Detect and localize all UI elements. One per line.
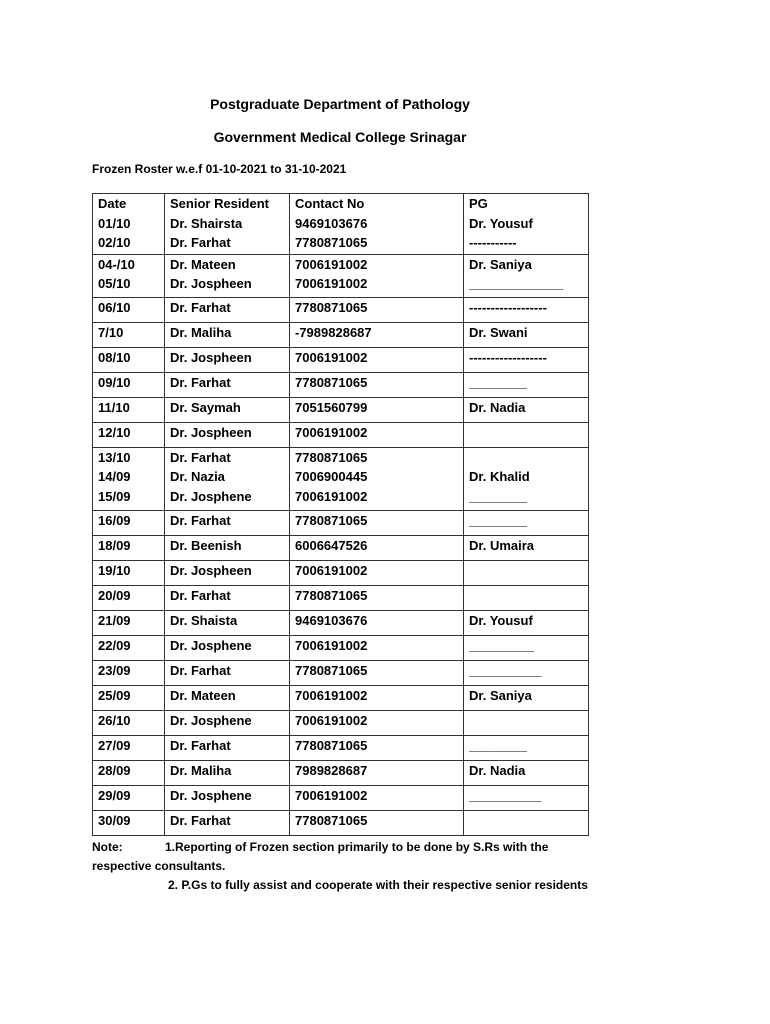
- senior-resident-text: Dr. Farhat: [170, 587, 231, 603]
- date-text: 30/09: [98, 812, 131, 828]
- table-row: [93, 610, 589, 635]
- date-cell: [93, 447, 165, 510]
- date-cell: [93, 372, 165, 397]
- pg-cell: [464, 535, 589, 560]
- contact-text: 7780871065: [295, 662, 368, 678]
- pg-cell: [464, 785, 589, 810]
- date-text: 26/10: [98, 712, 131, 728]
- contact-cell: [290, 297, 464, 322]
- pg-text: Dr. Saniya: [469, 256, 532, 272]
- senior-resident-cell: [165, 560, 290, 585]
- pg-cell: [464, 710, 589, 735]
- pg-text: __________: [469, 787, 542, 803]
- contact-text: 9469103676: [295, 612, 368, 628]
- contact-cell: [290, 810, 464, 835]
- pg-text: ________: [469, 737, 527, 753]
- contact-text: 7006191002: [295, 787, 368, 803]
- pg-cell: [464, 660, 589, 685]
- date-cell: [93, 194, 165, 255]
- date-text: 16/09: [98, 512, 131, 528]
- date-text: 29/09: [98, 787, 131, 803]
- date-cell: [93, 560, 165, 585]
- table-row: [93, 560, 589, 585]
- senior-resident-cell: [165, 810, 290, 835]
- date-cell: [93, 685, 165, 710]
- pg-cell: [464, 760, 589, 785]
- contact-text: 7780871065: [295, 737, 368, 753]
- date-cell: [93, 810, 165, 835]
- pg-cell: [464, 397, 589, 422]
- date-cell: [93, 760, 165, 785]
- senior-resident-cell: [165, 510, 290, 535]
- date-text: 02/10: [98, 235, 131, 250]
- pg-text: __________: [469, 662, 542, 678]
- contact-cell: [290, 510, 464, 535]
- contact-cell: [290, 535, 464, 560]
- pg-text: ________: [469, 374, 527, 390]
- date-text: 12/10: [98, 424, 131, 440]
- senior-resident-text: Dr. Saymah: [170, 399, 241, 415]
- senior-resident-text: Dr. Farhat: [170, 662, 231, 678]
- pg-text: _________: [469, 637, 535, 653]
- pg-text: Dr. Nadia: [469, 762, 526, 778]
- date-cell: [93, 422, 165, 447]
- pg-text: Dr. Yousuf: [469, 612, 533, 628]
- contact-text: 7006191002: [295, 562, 368, 578]
- contact-cell: [290, 760, 464, 785]
- senior-resident-text: Dr. Josphene: [170, 712, 252, 728]
- pg-cell: [464, 560, 589, 585]
- pg-text: ------------------: [469, 299, 547, 315]
- pg-text: PG: [469, 196, 488, 211]
- contact-cell: [290, 785, 464, 810]
- date-cell: [93, 510, 165, 535]
- table-row: [93, 760, 589, 785]
- table-row: [93, 372, 589, 397]
- date-text: 06/10: [98, 299, 131, 315]
- pg-cell: [464, 322, 589, 347]
- pg-cell: [464, 735, 589, 760]
- senior-resident-text: Dr. Mateen: [170, 687, 236, 703]
- senior-resident-cell: [165, 322, 290, 347]
- contact-text: 7780871065: [295, 449, 368, 465]
- table-row: [93, 735, 589, 760]
- pg-text: Dr. Yousuf: [469, 215, 533, 231]
- contact-text: 7006191002: [295, 687, 368, 703]
- pg-text: [469, 449, 588, 469]
- senior-resident-text: Dr. Josphene: [170, 637, 252, 653]
- note-label: Note:: [92, 840, 123, 854]
- contact-cell: [290, 322, 464, 347]
- pg-text: Dr. Nadia: [469, 399, 526, 415]
- contact-cell: [290, 635, 464, 660]
- date-text: 09/10: [98, 374, 131, 390]
- senior-resident-text: Dr. Farhat: [170, 299, 231, 315]
- senior-resident-text: Dr. Farhat: [170, 449, 231, 465]
- date-cell: [93, 397, 165, 422]
- contact-cell: [290, 585, 464, 610]
- date-text: 28/09: [98, 762, 131, 778]
- pg-cell: [464, 422, 589, 447]
- date-text: 22/09: [98, 637, 131, 653]
- table-row: [93, 585, 589, 610]
- contact-cell: [290, 560, 464, 585]
- table-row: [93, 785, 589, 810]
- senior-resident-cell: [165, 254, 290, 297]
- contact-text: 7006191002: [295, 637, 368, 653]
- senior-resident-text: Dr. Mateen: [170, 256, 236, 272]
- contact-text: 7780871065: [295, 374, 368, 390]
- table-row: [93, 535, 589, 560]
- contact-cell: [290, 685, 464, 710]
- senior-resident-cell: [165, 610, 290, 635]
- college-title: Government Medical College Srinagar: [213, 129, 467, 145]
- contact-text: Contact No: [295, 196, 365, 211]
- senior-resident-cell: [165, 735, 290, 760]
- pg-text: [469, 712, 588, 732]
- date-cell: [93, 735, 165, 760]
- date-text: 05/10: [98, 276, 131, 291]
- date-text: Date: [98, 196, 127, 211]
- table-row: [93, 194, 589, 255]
- senior-resident-cell: [165, 585, 290, 610]
- contact-cell: [290, 254, 464, 297]
- contact-cell: [290, 422, 464, 447]
- senior-resident-text: Dr. Farhat: [170, 812, 231, 828]
- contact-text: 7780871065: [295, 299, 368, 315]
- contact-text: 7989828687: [295, 762, 368, 778]
- contact-text: 7051560799: [295, 399, 368, 415]
- roster-table: [92, 193, 589, 836]
- senior-resident-cell: [165, 297, 290, 322]
- date-text: 08/10: [98, 349, 131, 365]
- date-cell: [93, 585, 165, 610]
- pg-text: ________: [469, 488, 527, 504]
- senior-resident-text: Dr. Shairsta: [170, 215, 243, 231]
- date-cell: [93, 322, 165, 347]
- senior-resident-cell: [165, 635, 290, 660]
- senior-resident-text: Dr. Beenish: [170, 537, 242, 553]
- pg-text: Dr. Swani: [469, 324, 528, 340]
- table-row: [93, 660, 589, 685]
- contact-cell: [290, 660, 464, 685]
- date-cell: [93, 710, 165, 735]
- table-row: [93, 710, 589, 735]
- senior-resident-cell: [165, 372, 290, 397]
- contact-text: 7006900445: [295, 469, 368, 484]
- senior-resident-text: Dr. Josphene: [170, 488, 252, 504]
- roster-period: Frozen Roster w.e.f 01-10-2021 to 31-10-2021: [92, 162, 347, 176]
- date-text: 27/09: [98, 737, 131, 753]
- pg-cell: [464, 610, 589, 635]
- table-row: [93, 347, 589, 372]
- pg-cell: [464, 347, 589, 372]
- pg-text: ------------------: [469, 349, 547, 365]
- date-text: 19/10: [98, 562, 131, 578]
- table-row: [93, 447, 589, 510]
- pg-text: Dr. Khalid: [469, 469, 530, 484]
- contact-text: 7780871065: [295, 587, 368, 603]
- pg-cell: [464, 194, 589, 255]
- pg-text: Dr. Umaira: [469, 537, 535, 553]
- senior-resident-text: Dr. Jospheen: [170, 349, 252, 365]
- table-row: [93, 297, 589, 322]
- pg-text: Dr. Saniya: [469, 687, 532, 703]
- pg-cell: [464, 254, 589, 297]
- date-text: 11/10: [98, 399, 130, 415]
- note-section: [92, 838, 612, 895]
- contact-text: 9469103676: [295, 215, 368, 231]
- senior-resident-cell: [165, 710, 290, 735]
- date-text: 25/09: [98, 687, 131, 703]
- senior-resident-text: Dr. Shaista: [170, 612, 238, 628]
- contact-cell: [290, 710, 464, 735]
- pg-cell: [464, 810, 589, 835]
- pg-text: ________: [469, 512, 527, 528]
- department-title: Postgraduate Department of Pathology: [210, 96, 470, 112]
- date-cell: [93, 610, 165, 635]
- table-row: [93, 685, 589, 710]
- date-text: 20/09: [98, 587, 131, 603]
- date-cell: [93, 535, 165, 560]
- senior-resident-text: Dr. Jospheen: [170, 276, 252, 291]
- contact-text: 7780871065: [295, 812, 368, 828]
- pg-text: [469, 562, 588, 582]
- pg-cell: [464, 372, 589, 397]
- senior-resident-cell: [165, 447, 290, 510]
- date-text: 7/10: [98, 324, 124, 340]
- contact-text: 7006191002: [295, 256, 368, 272]
- contact-text: 7006191002: [295, 349, 368, 365]
- senior-resident-cell: [165, 422, 290, 447]
- senior-resident-text: Dr. Farhat: [170, 512, 231, 528]
- date-text: 23/09: [98, 662, 131, 678]
- table-row: [93, 322, 589, 347]
- date-text: 14/09: [98, 469, 131, 484]
- contact-cell: [290, 194, 464, 255]
- contact-cell: [290, 347, 464, 372]
- pg-cell: [464, 447, 589, 510]
- pg-text: _____________: [469, 276, 563, 291]
- date-text: 01/10: [98, 215, 131, 231]
- senior-resident-text: Dr. Nazia: [170, 469, 225, 484]
- senior-resident-cell: [165, 785, 290, 810]
- senior-resident-cell: [165, 194, 290, 255]
- senior-resident-text: Dr. Jospheen: [170, 424, 252, 440]
- contact-text: 7006191002: [295, 712, 368, 728]
- pg-cell: [464, 585, 589, 610]
- contact-cell: [290, 447, 464, 510]
- table-row: [93, 510, 589, 535]
- senior-resident-text: Dr. Farhat: [170, 737, 231, 753]
- note-line-2: 2. P.Gs to fully assist and cooperate with their respective senior residents: [168, 878, 588, 892]
- senior-resident-cell: [165, 347, 290, 372]
- contact-text: 7780871065: [295, 512, 368, 528]
- contact-cell: [290, 397, 464, 422]
- pg-cell: [464, 685, 589, 710]
- note-line-1-continued: respective consultants.: [92, 859, 226, 873]
- senior-resident-text: Senior Resident: [170, 196, 269, 211]
- date-cell: [93, 297, 165, 322]
- contact-text: 7006191002: [295, 424, 368, 440]
- note-line-1: 1.Reporting of Frozen section primarily to be done by S.Rs with the: [165, 840, 549, 854]
- pg-text: -----------: [469, 235, 517, 250]
- date-text: 15/09: [98, 488, 131, 504]
- pg-text: [469, 812, 588, 832]
- table-row: [93, 810, 589, 835]
- senior-resident-text: Dr. Josphene: [170, 787, 252, 803]
- date-text: 04-/10: [98, 256, 135, 272]
- pg-text: [469, 424, 588, 444]
- date-cell: [93, 347, 165, 372]
- pg-text: [469, 587, 588, 607]
- contact-text: 6006647526: [295, 537, 368, 553]
- senior-resident-text: Dr. Jospheen: [170, 562, 252, 578]
- senior-resident-cell: [165, 535, 290, 560]
- contact-text: -7989828687: [295, 324, 372, 340]
- contact-cell: [290, 372, 464, 397]
- date-text: 13/10: [98, 449, 131, 465]
- pg-cell: [464, 635, 589, 660]
- pg-cell: [464, 510, 589, 535]
- date-text: 18/09: [98, 537, 131, 553]
- contact-text: 7780871065: [295, 235, 368, 250]
- senior-resident-text: Dr. Maliha: [170, 324, 232, 340]
- table-row: [93, 635, 589, 660]
- contact-cell: [290, 610, 464, 635]
- date-cell: [93, 635, 165, 660]
- date-text: 21/09: [98, 612, 131, 628]
- senior-resident-cell: [165, 685, 290, 710]
- date-cell: [93, 254, 165, 297]
- date-cell: [93, 785, 165, 810]
- contact-text: 7006191002: [295, 276, 368, 291]
- senior-resident-text: Dr. Farhat: [170, 374, 231, 390]
- senior-resident-text: Dr. Farhat: [170, 235, 231, 250]
- contact-text: 7006191002: [295, 488, 368, 504]
- senior-resident-text: Dr. Maliha: [170, 762, 232, 778]
- pg-cell: [464, 297, 589, 322]
- contact-cell: [290, 735, 464, 760]
- table-row: [93, 422, 589, 447]
- senior-resident-cell: [165, 660, 290, 685]
- table-row: [93, 397, 589, 422]
- senior-resident-cell: [165, 760, 290, 785]
- table-row: [93, 254, 589, 297]
- date-cell: [93, 660, 165, 685]
- senior-resident-cell: [165, 397, 290, 422]
